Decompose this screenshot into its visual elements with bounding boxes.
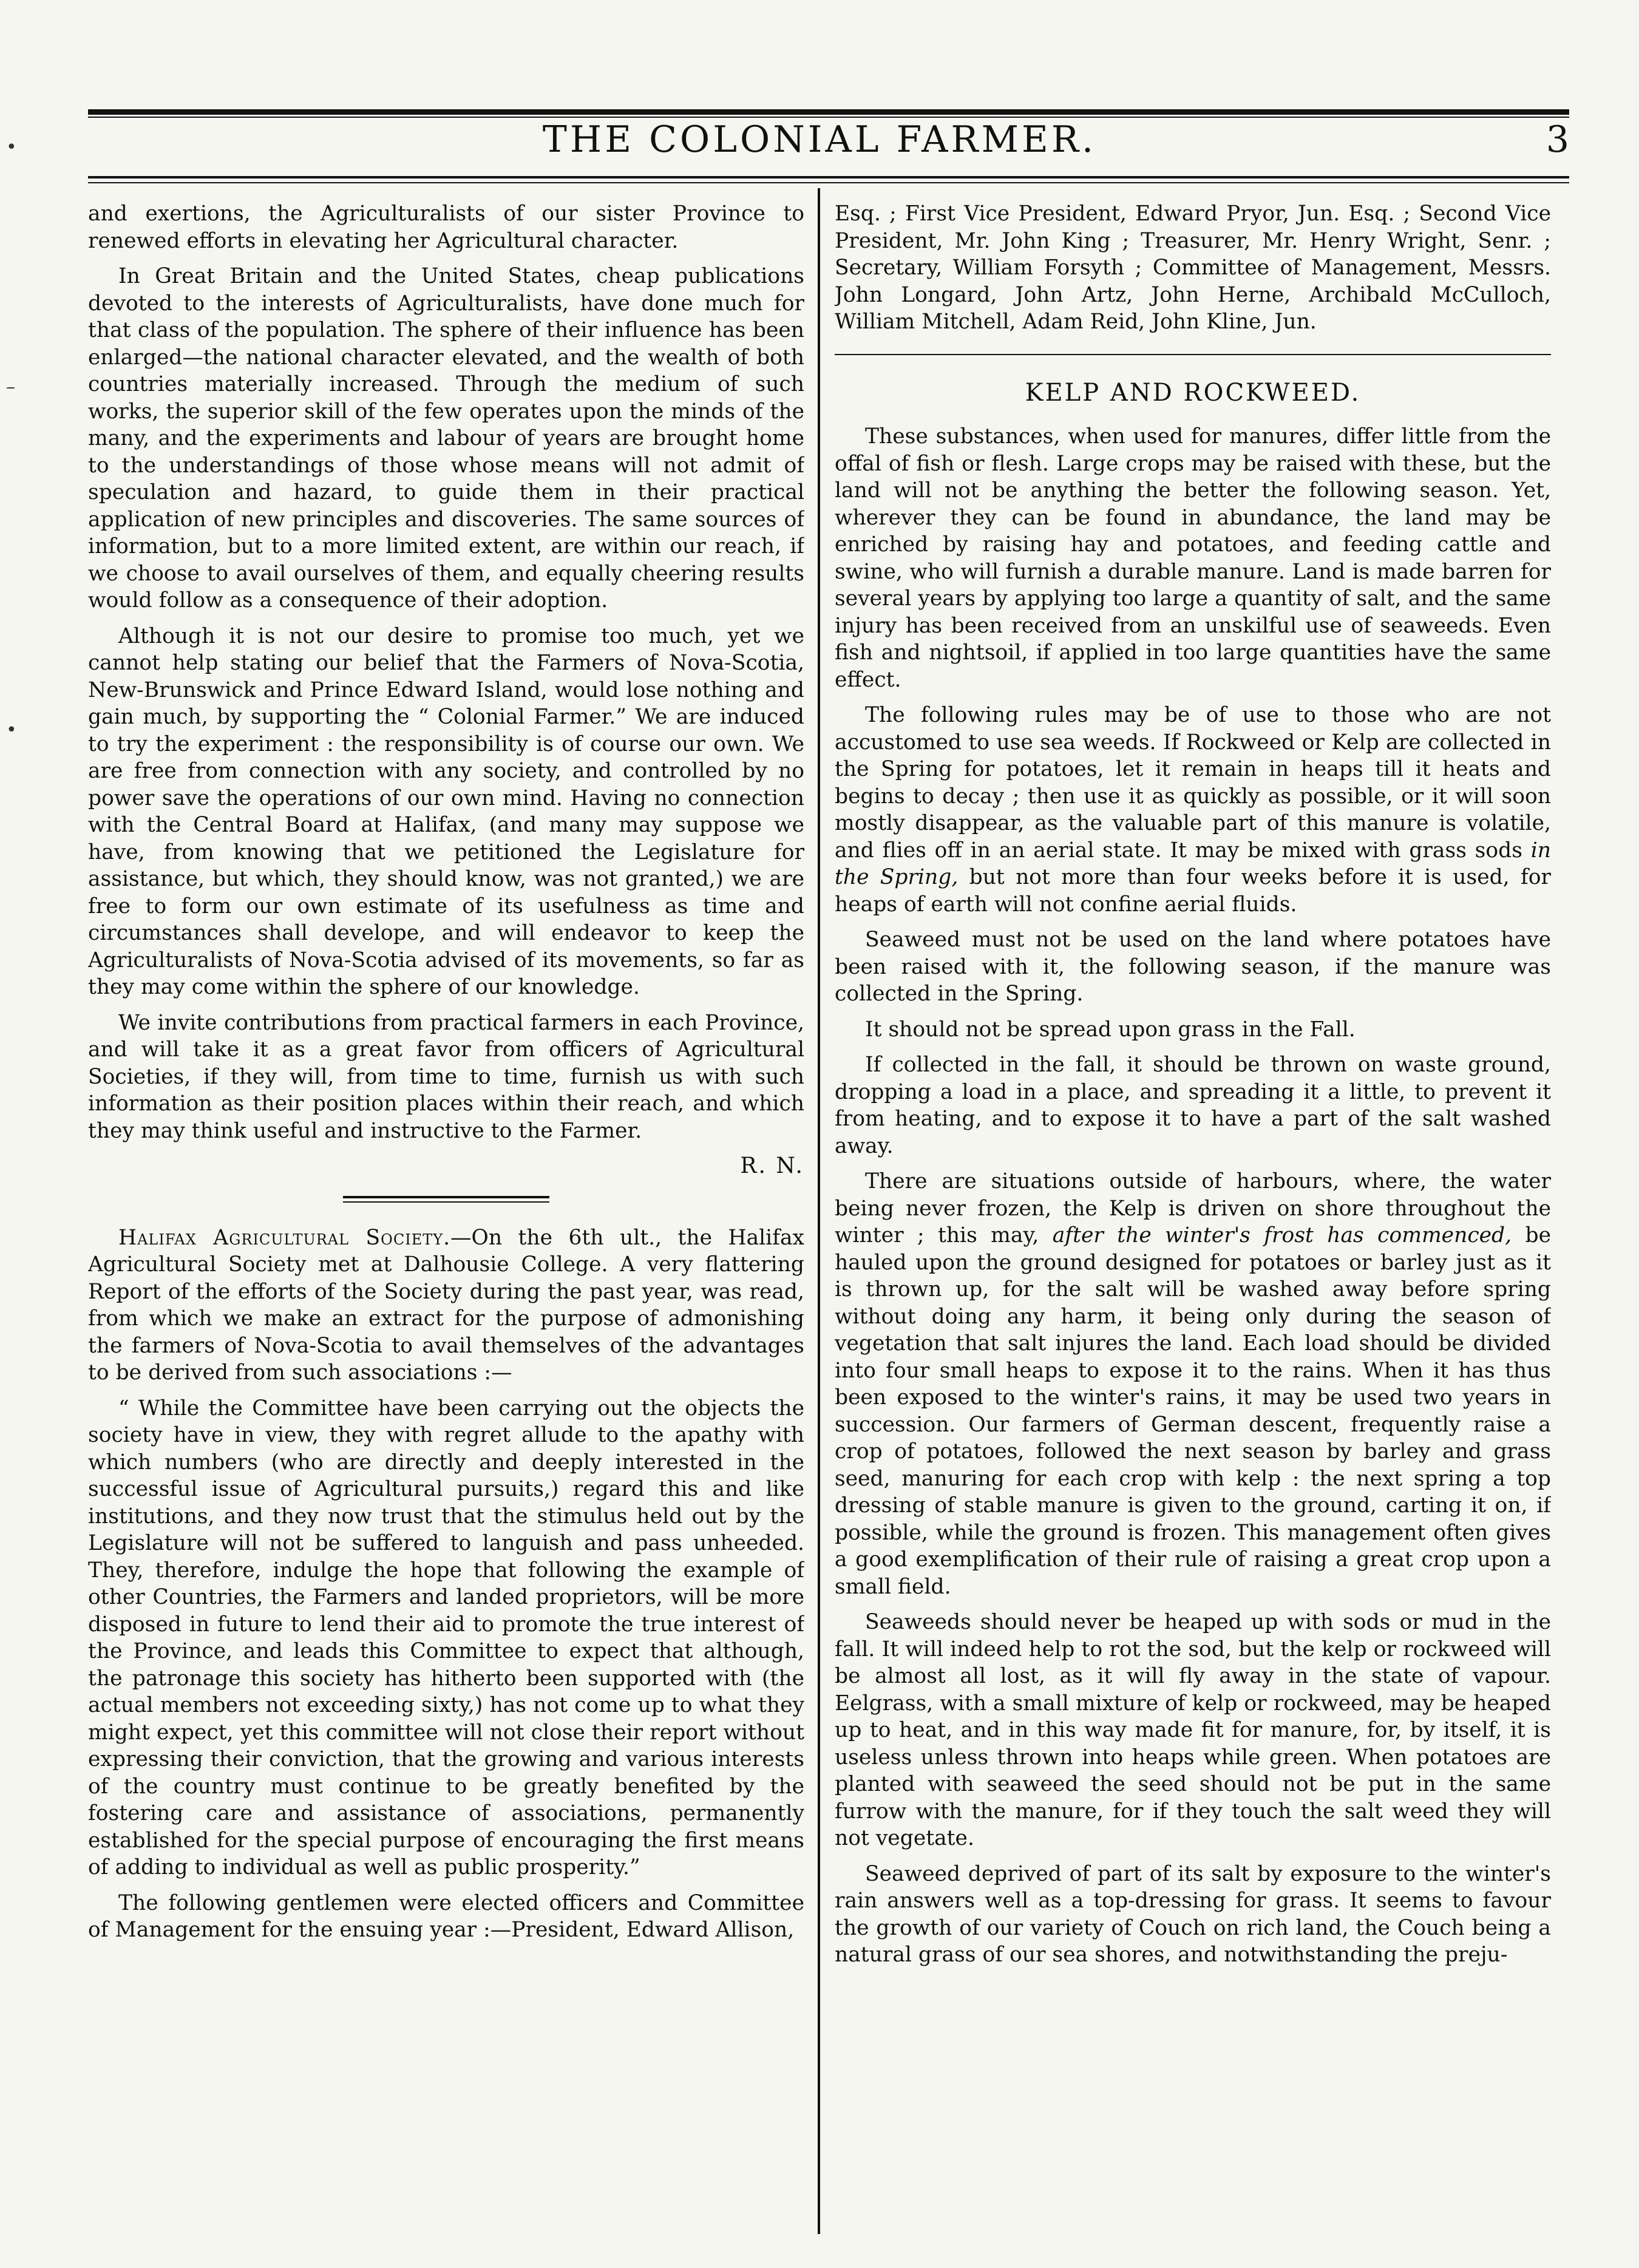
paragraph: Although it is not our desire to promise too much, yet we cannot help stating our belief that the Farmers of Nova-Scotia, New-Brunswick and Prince Edward Island, would lose nothing and gain much, by supporting the “ Colonial Farmer.” We are induced to try the experiment : the responsibility is of course our own. We are free from connection with any society, and controlled by no power save the operations of our own mind. Having no connection with the Central Board at Halifax, (and many may suppose we have, from knowing that we petitioned the Legislature for assistance, but which, they should know, was not granted,) we are free to form our own estimate of its usefulness as time and circumstances shall develope, and will endeavor to keep the Agriculturalists of Nova-Scotia advised of its movements, so far as they may come within the sphere of our knowledge. [88,623,804,999]
header-rule-thin [88,117,1569,118]
paragraph-text: The following rules may be of use to those who are not accustomed to use sea weeds. If Rockweed or Kelp are collected in the Spring for potatoes, let it remain in heaps till it heats and begins to decay ; then use it as quickly as possible, or it will soon mostly disappear, as the valuable part of this manure is volatile, and flies off in an aerial state. It may be mixed with grass sods [835,703,1551,863]
emphasis-text: after the winter's frost has commenced, [1052,1223,1512,1248]
paragraph: Esq. ; First Vice President, Edward Pryor, Jun. Esq. ; Second Vice President, Mr. John King ; Treasurer, Mr. Henry Wright, Senr. ; Secretary, William Forsyth ; Committee of Management, Messrs. John Longard, John Artz, John Herne, Archibald McCulloch, William Mitchell, Adam Reid, John Kline, Jun. [835,202,1551,334]
margin-mark: – [6,376,15,398]
paragraph: “ While the Committee have been carrying out the objects the society have in view, they with regret allude to the apathy with which numbers (who are directly and deeply interested in the successful issue of Agricultural pursuits,) regard this and like institutions, and they now trust that the stimulus held out by the Legislature will not be suffered to languish and pass unheeded. They, therefore, indulge the hope that following the example of other Countries, the Farmers and landed proprietors, will be more disposed in future to lend their aid to promote the true interest of the Province, and leads this Committee to expect that although, the patronage this society has hitherto been supported with (the actual members not exceeding sixty,) has not come up to what they might expect, yet this committee will not close their report without expressing their conviction, that the growing and various interests of the country must continue to be greatly benefited by the fostering care and assistance of associations, permanently established for the special purpose of encouraging the first means of adding to individual as well as public prosperity.” [88,1396,804,1879]
section-divider [343,1196,549,1203]
signature: R. N. [740,1153,804,1178]
paragraph: We invite contributions from practical farmers in each Province, and will take it as a great favor from officers of Agricultural Societies, if they will, from time to time, furnish us with such information as their position places within their reach, and which they may think useful and instructive to the Farmer. [88,1010,804,1143]
paragraph [835,1168,1551,1600]
paragraph: In Great Britain and the United States, cheap publications devoted to the interests of Agriculturalists, have done much for that class of the population. The sphere of their influence has been enlarged—the national character elevated, and the wealth of both countries materially increased. Through the medium of such works, the superior skill of the few operates upon the minds of the many, and the experiments and labour of years are brought home to the understandings of those whose means will not admit of speculation and hazard, to guide them in their practical application of new principles and discoveries. The same sources of information, but to a more limited extent, are within our reach, if we choose to avail ourselves of them, and equally cheering results would follow as a consequence of their adoption. [88,264,804,613]
paragraph-text: There are situations outside of harbours, where, the water being never frozen, the Kelp is driven on shore throughout the winter ; this may, [835,1169,1551,1248]
paragraph-text: but not more than four weeks before it is used, for heaps of earth will not confine aerial fluids. [835,865,1551,917]
paragraph: It should not be spread upon grass in the Fall. [865,1017,1356,1042]
column-divider [818,188,820,2234]
section-rule [835,354,1551,355]
paragraph: and exertions, the Agriculturalists of our sister Province to renewed efforts in elevating her Agricultural character. [88,202,804,253]
page-title: THE COLONIAL FARMER. [542,118,1097,161]
header-rule-bottom-thin [88,182,1569,183]
paragraph: If collected in the fall, it should be thrown on waste ground, dropping a load in a place, and spreading it a little, to prevent it from heating, and to expose it to have a part of the salt washed away. [835,1053,1551,1158]
page-number: 3 [1546,118,1569,161]
right-column [835,200,1551,2228]
paragraph: Seaweeds should never be heaped up with sods or mud in the fall. It will indeed help to rot the sod, but the kelp or rockweed will be almost all lost, as it will fly away in the state of vapour. Eelgrass, with a small mixture of kelp or rockweed, may be heaped up to heat, and in this way made fit for manure, for, by itself, it is useless unless thrown into heaps while green. When potatoes are planted with seaweed the seed should not be put in the same furrow with the manure, for if they touch the salt weed they will not vegetate. [835,1610,1551,1850]
paragraph [835,702,1551,918]
paragraph: These substances, when used for manures, differ little from the offal of fish or flesh. Large crops may be raised with these, but the land will not be anything the better the following season. Yet, wherever they can be found in abundance, the land may be enriched by raising hay and potatoes, and feeding cattle and swine, who will furnish a durable manure. Land is made barren for several years by applying too large a quantity of salt, and the same injury has been received from an unskilful use of seaweeds. Even fish and nightsoil, if applied in too large quantities have the same effect. [835,424,1551,692]
paragraph-text: —On the 6th ult., the Halifax Agricultural Society met at Dalhousie College. A very flattering Report of the efforts of the Society during the past year, was read, from which we make an extract for the purpose of admonishing the farmers of Nova-Scotia to avail themselves of the advantages to be derived from such associations :— [88,1225,804,1385]
paragraph [88,1224,804,1387]
header-rule-bottom-thick [88,176,1569,178]
left-column [88,200,804,2228]
emphasis-text: in the Spring, [835,838,1551,889]
paragraph: Seaweed must not be used on the land where potatoes have been raised with it, the following season, if the manure was collected in the Spring. [835,928,1551,1006]
section-title: KELP AND ROCKWEED. [1025,378,1361,407]
paragraph: The following gentlemen were elected officers and Committee of Management for the ensuing year :—President, Edward Allison, [88,1890,804,1942]
header-rule-thick [88,109,1569,115]
society-label: Halifax Agricultural Society. [118,1225,451,1250]
margin-mark: • [6,719,17,741]
margin-mark: • [6,137,17,158]
paragraph: Seaweed deprived of part of its salt by exposure to the winter's rain answers well as a top-dressing for grass. It seems to favour the growth of our variety of Couch on rich land, the Couch being a natural grass of our sea shores, and notwithstanding the preju- [835,1861,1551,1967]
paragraph-text: be hauled upon the ground designed for potatoes or barley just as it is thrown up, for the salt will be washed away before spring without doing any harm, it being only during the season of vegetation that salt injures the land. Each load should be divided into four small heaps to expose it to the rains. When it has thus been exposed to the winter's rains, it may be used two years in succession. Our farmers of German descent, frequently raise a crop of potatoes, followed the next season by barley and grass seed, manuring for each crop with kelp : the next spring a top dressing of stable manure is given to the ground, carting it on, if possible, while the ground is frozen. This management often gives a good exemplification of their rule of raising a great crop upon a small field. [835,1223,1551,1599]
